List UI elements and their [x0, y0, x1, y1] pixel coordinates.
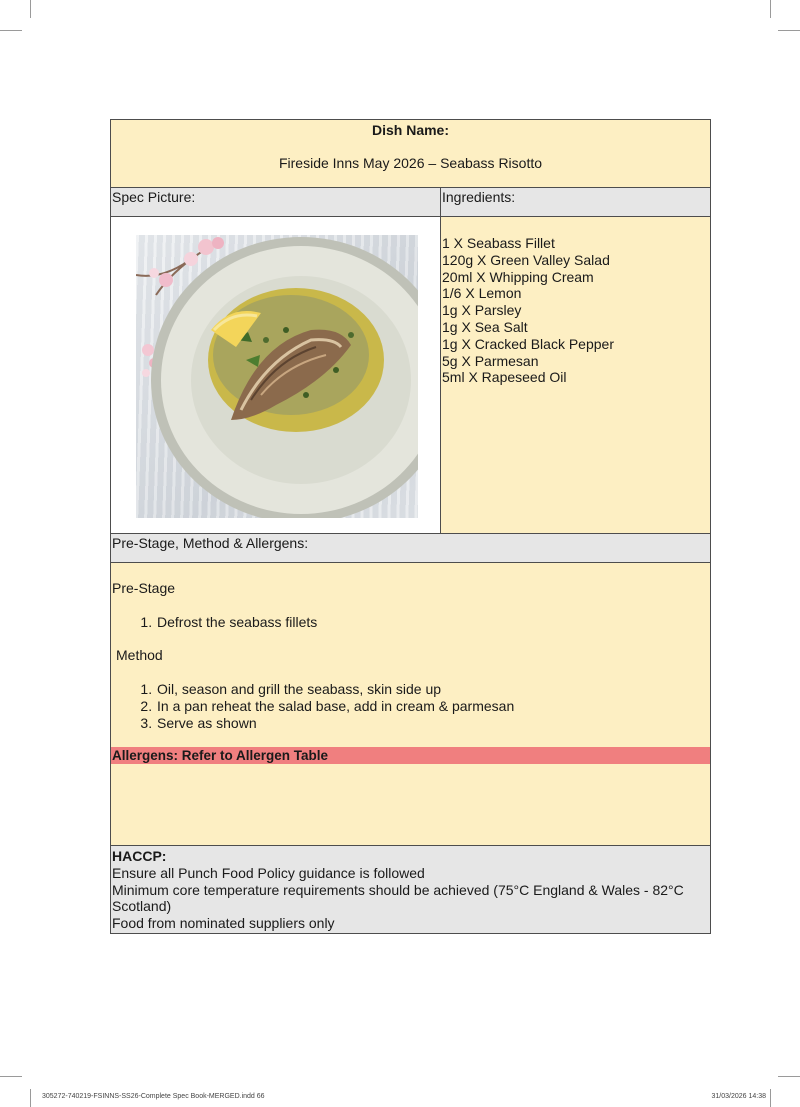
crop-mark — [778, 1076, 800, 1077]
haccp-heading: HACCP: — [112, 848, 167, 864]
prestage-steps — [111, 614, 317, 631]
method-steps — [111, 681, 514, 731]
crop-mark — [0, 1076, 22, 1077]
haccp-line: Ensure all Punch Food Policy guidance is followed — [112, 864, 425, 881]
list-item: 1g X Cracked Black Pepper — [442, 335, 614, 352]
haccp-line: Minimum core temperature requirements should be achieved (75°C England & Wales - 82°C Scotland) — [112, 881, 684, 915]
crop-mark — [778, 30, 800, 31]
prestage-heading: Pre-Stage — [112, 580, 176, 596]
ingredients-list — [441, 217, 710, 386]
crop-mark — [0, 30, 22, 31]
crop-mark — [770, 0, 771, 18]
footer-file-info: 305272-740219-FSINNS-SS26-Complete Spec Book-MERGED.indd 66 — [42, 1093, 265, 1100]
dish-name-section — [111, 120, 710, 188]
picture-ingredients-row — [111, 217, 710, 534]
crop-mark — [30, 1089, 31, 1107]
list-item: 1g X Parsley — [442, 302, 522, 319]
spec-sheet — [110, 119, 711, 934]
list-item: 20ml X Whipping Cream — [442, 268, 594, 285]
method-heading: Method — [116, 647, 163, 663]
allergens-banner: Allergens: Refer to Allergen Table — [111, 747, 710, 764]
dish-name-label: Dish Name: — [371, 122, 450, 138]
crop-mark — [770, 1089, 771, 1107]
list-item: 120g X Green Valley Salad — [442, 251, 610, 268]
picture-ingredients-header — [111, 188, 710, 217]
list-item: 5ml X Rapeseed Oil — [442, 369, 567, 386]
haccp-text — [111, 846, 710, 932]
list-item: 1 X Seabass Fillet — [442, 235, 555, 251]
haccp-section — [111, 845, 710, 933]
method-allergens-header: Pre-Stage, Method & Allergens: — [111, 534, 710, 563]
ingredients-cell — [441, 217, 710, 533]
crop-mark — [30, 0, 31, 18]
seabass-risotto-photo — [136, 235, 418, 518]
list-item: 5g X Parmesan — [442, 352, 539, 369]
haccp-line: Food from nominated suppliers only — [112, 915, 335, 932]
list-item: 1. Oil, season and grill the seabass, skin side up — [156, 681, 514, 698]
footer-timestamp: 31/03/2026 14:38 — [711, 1093, 766, 1100]
dish-name: Fireside Inns May 2026 – Seabass Risotto — [278, 155, 543, 171]
spec-picture-header: Spec Picture: — [111, 188, 441, 216]
ingredients-header: Ingredients: — [442, 189, 516, 205]
list-item: 2. In a pan reheat the salad base, add in cream & parmesan — [156, 698, 514, 715]
dish-photo — [136, 235, 418, 518]
list-item: 3. Serve as shown — [156, 715, 514, 732]
list-item: 1. Defrost the seabass fillets — [156, 614, 317, 631]
spec-picture-cell — [111, 217, 441, 533]
list-item: 1g X Sea Salt — [442, 318, 528, 335]
list-item: 1/6 X Lemon — [442, 285, 522, 302]
